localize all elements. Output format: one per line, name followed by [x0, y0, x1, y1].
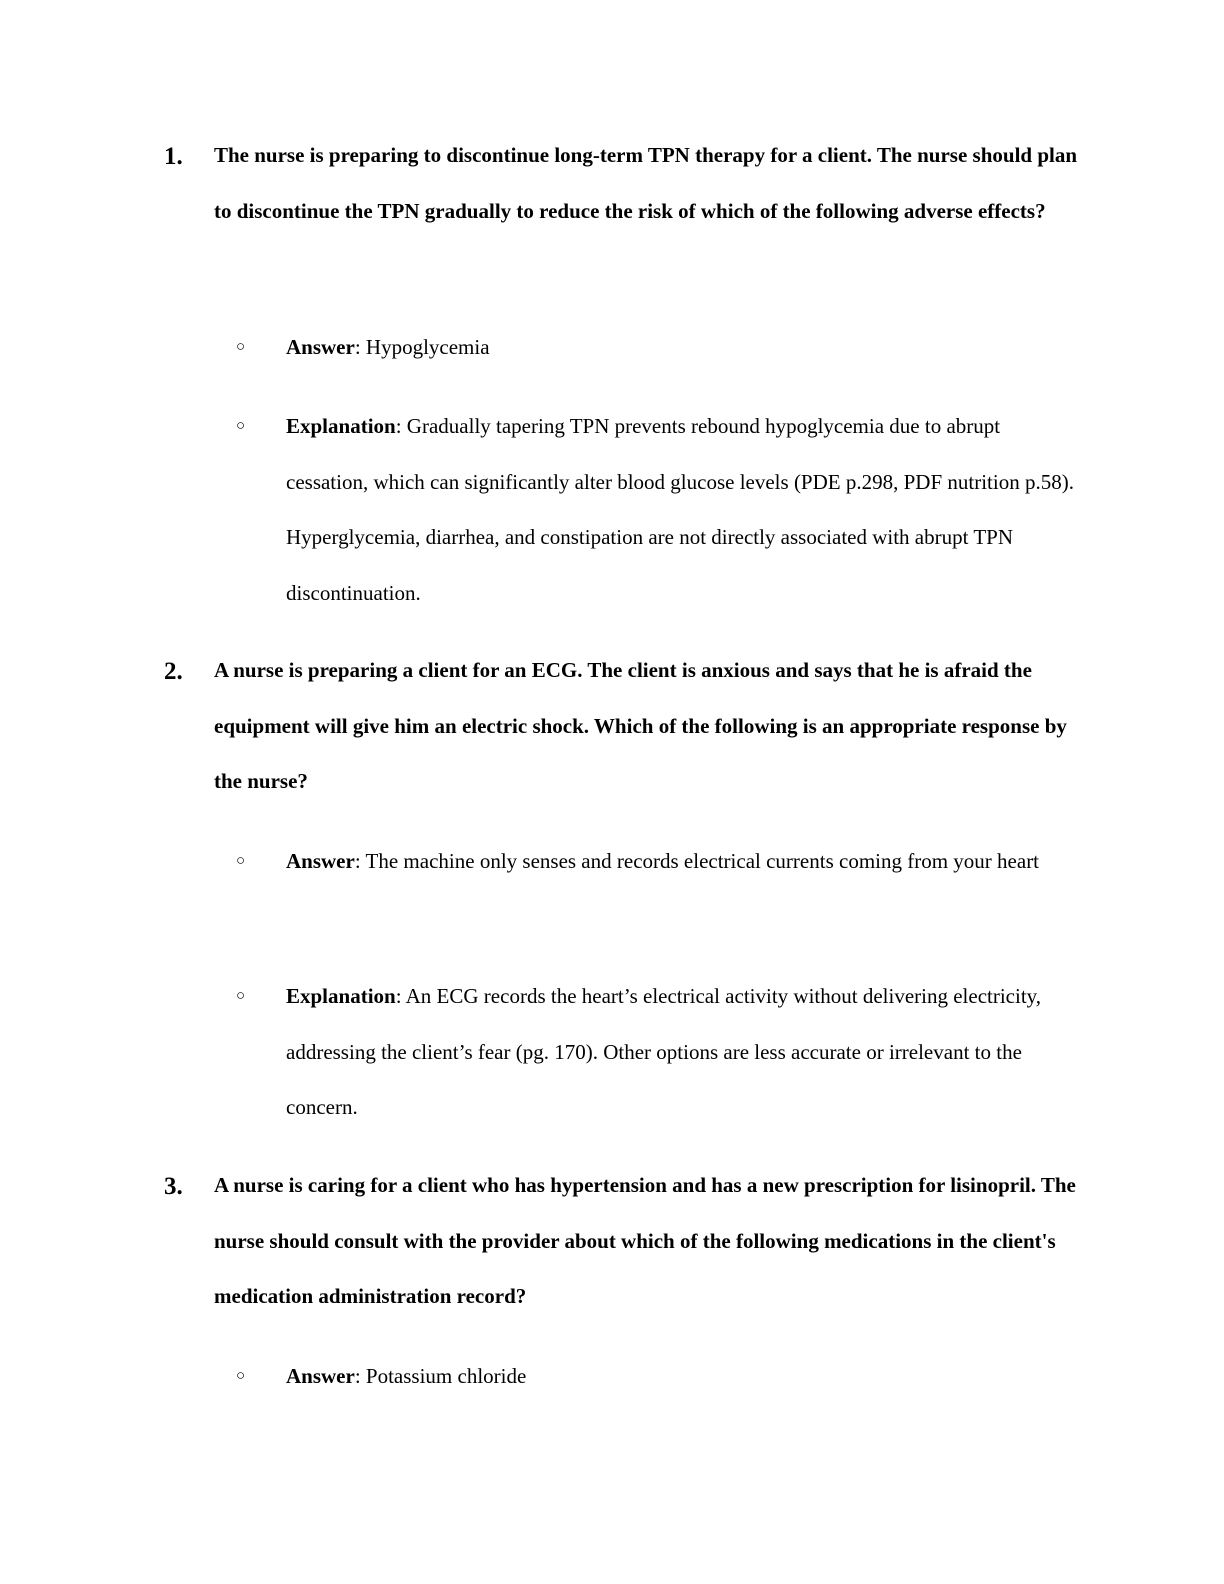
explanation-text	[286, 399, 1086, 621]
bullet-icon: ○	[236, 988, 246, 1004]
answer-label: Answer	[286, 1364, 355, 1388]
question-text: The nurse is preparing to discontinue long-term TPN therapy for a client. The nurse should plan to discontinue the TPN gradually to reduce the risk of which of the following adverse effects?	[214, 143, 1078, 223]
answer-value: : Hypoglycemia	[354, 335, 490, 359]
answer-text	[286, 834, 1086, 890]
answer-label: Answer	[286, 849, 355, 873]
bullet-icon: ○	[236, 1368, 246, 1384]
bullet-icon: ○	[236, 339, 246, 355]
explanation-label: Explanation	[286, 414, 396, 438]
explanation-text	[286, 969, 1086, 1136]
explanation-value: : An ECG records the heart’s electrical activity without delivering electricity, addressing the client’s fear (pg. 170). Other options are less accurate or irrelevant to the concern.	[286, 984, 1042, 1119]
answer-text	[286, 1349, 1086, 1405]
question-text: A nurse is caring for a client who has hypertension and has a new prescription for lisinopril. The nurse should consult with the provider about which of the following medications in the client's medication administration record?	[214, 1173, 1076, 1308]
bullet-icon: ○	[236, 853, 246, 869]
explanation-label: Explanation	[286, 984, 396, 1008]
answer-value: : The machine only senses and records electrical currents coming from your heart	[354, 849, 1040, 873]
answer-label: Answer	[286, 335, 355, 359]
bullet-icon: ○	[236, 418, 246, 434]
answer-value: : Potassium chloride	[354, 1364, 527, 1388]
question-number: 2.	[164, 658, 183, 685]
explanation-value: : Gradually tapering TPN prevents rebound hypoglycemia due to abrupt cessation, which can significantly alter blood glucose levels (PDE p.298, PDF nutrition p.58). Hyperglycemia, diarrhea, and constipation are not directly associated with abrupt TPN discontinuation.	[286, 414, 1074, 605]
answer-text	[286, 320, 1086, 376]
question-number: 3.	[164, 1173, 183, 1200]
question-text: A nurse is preparing a client for an ECG. The client is anxious and says that he is afraid the equipment will give him an electric shock. Which of the following is an appropriate response by the nurse?	[214, 658, 1067, 793]
question-number: 1.	[164, 143, 183, 170]
